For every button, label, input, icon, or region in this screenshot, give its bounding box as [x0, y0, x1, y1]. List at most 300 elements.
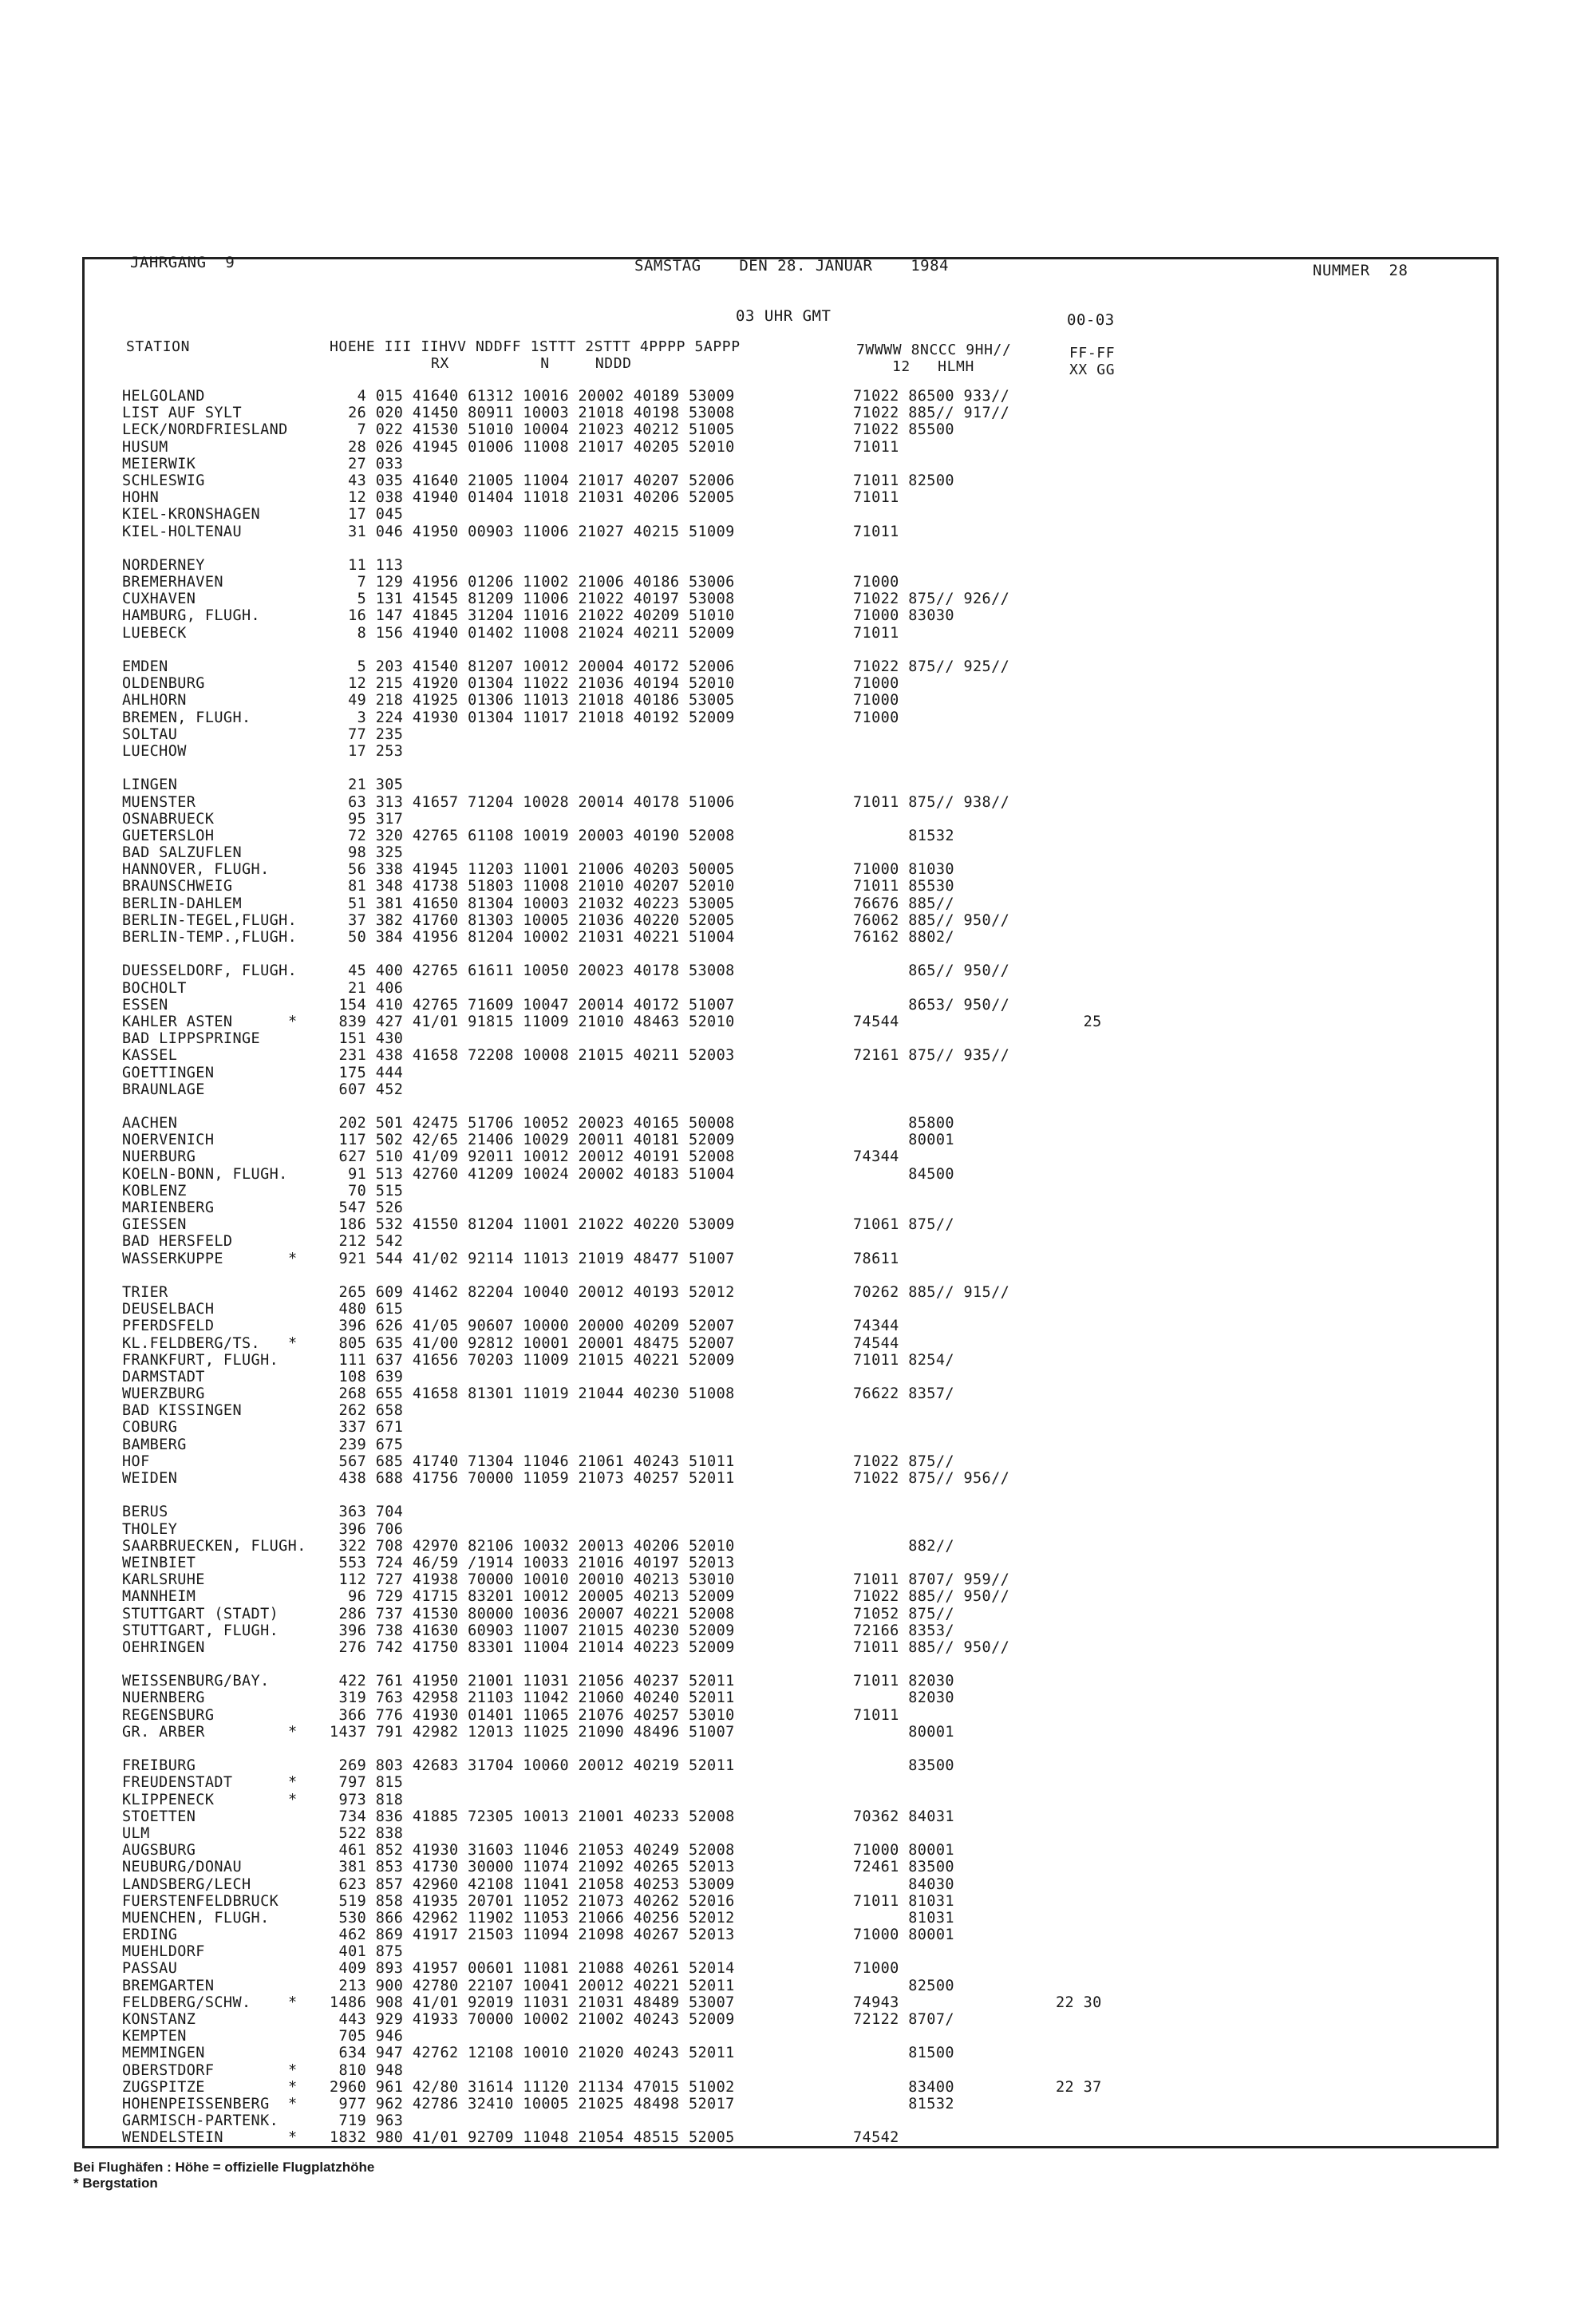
table-row [122, 1707, 1239, 1724]
synop-values: 2960 961 42/80 31614 11120 21134 47015 51002 [330, 2078, 735, 2096]
station-name: COBURG [122, 1419, 178, 1437]
synop-values: 16 147 41845 31204 11016 21022 40209 51010 [330, 607, 735, 625]
table-row [122, 2028, 1239, 2045]
station-name: GARMISCH-PARTENK. [122, 2112, 279, 2130]
table-row [122, 591, 1239, 607]
station-name: BREMGARTEN [122, 1977, 215, 1994]
table-row [122, 1199, 1239, 1216]
table-row [122, 1639, 1239, 1656]
weather-groups: 76622 8357/ [853, 1385, 954, 1403]
table-row [122, 912, 1239, 929]
synop-values: 8 156 41940 01402 11008 21024 40211 52009 [330, 624, 735, 642]
synop-values: 381 853 41730 30000 11074 21092 40265 52013 [330, 1859, 735, 1876]
station-name: GOETTINGEN [122, 1064, 215, 1081]
station-name: BERLIN-TEGEL,FLUGH. [122, 911, 298, 929]
weather-groups: 74542 [853, 2129, 899, 2147]
station-name: ESSEN [122, 996, 168, 1014]
weather-groups: 71000 80001 [853, 1927, 954, 1944]
synop-values: 363 704 [330, 1504, 404, 1521]
table-row [122, 675, 1239, 692]
synop-values: 5 131 41545 81209 11006 21022 40197 53008 [330, 591, 735, 608]
weather-groups: 865// 950// [853, 962, 1010, 980]
table-row [122, 929, 1239, 946]
synop-values: 276 742 41750 83301 11004 21014 40223 52009 [330, 1638, 735, 1656]
weather-groups: 71022 875// 925// [853, 658, 1010, 675]
synop-values: 1832 980 41/01 92709 11048 21054 48515 52005 [330, 2129, 735, 2147]
table-row [122, 1774, 1239, 1791]
mountain-marker: * [288, 1334, 298, 1352]
synop-values: 31 046 41950 00903 11006 21027 40215 51009 [330, 523, 735, 540]
station-name: AHLHORN [122, 692, 187, 709]
table-row [122, 439, 1239, 456]
station-name: PASSAU [122, 1960, 178, 1978]
table-row [122, 1352, 1239, 1369]
synop-values: 112 727 41938 70000 10010 20010 40213 53010 [330, 1571, 735, 1589]
table-row [122, 1081, 1239, 1098]
row-spacer [122, 642, 1239, 658]
synop-values: 175 444 [330, 1064, 404, 1081]
synop-values: 396 626 41/05 90607 10000 20000 40209 52007 [330, 1318, 735, 1335]
weather-groups: 76162 8802/ [853, 929, 954, 946]
synop-values: 269 803 42683 31704 10060 20012 40219 52011 [330, 1757, 735, 1775]
synop-values: 43 035 41640 21005 11004 21017 40207 52006 [330, 472, 735, 489]
table-row [122, 2062, 1239, 2079]
row-spacer [122, 1098, 1239, 1115]
synop-values: 96 729 41715 83201 10012 20005 40213 52009 [330, 1588, 735, 1606]
station-name: DUESSELDORF, FLUGH. [122, 962, 298, 980]
synop-values: 27 033 [330, 455, 404, 472]
station-name: PFERDSFELD [122, 1318, 215, 1335]
weather-groups: 71011 [853, 624, 899, 642]
station-name: BERUS [122, 1504, 168, 1521]
synop-values: 3 224 41930 01304 11017 21018 40192 52009 [330, 709, 735, 726]
weather-groups: 71022 875// [853, 1452, 954, 1470]
weather-groups: 82030 [853, 1690, 954, 1707]
weather-groups: 882// [853, 1537, 954, 1555]
weather-groups: 81532 [853, 2095, 954, 2112]
table-row [122, 811, 1239, 828]
station-name: FELDBERG/SCHW. [122, 1994, 251, 2011]
station-name: HUSUM [122, 438, 168, 456]
mountain-marker: * [288, 2061, 298, 2079]
table-row [122, 524, 1239, 540]
col-station: STATION [126, 338, 191, 355]
observation-time: 03 UHR GMT [736, 307, 832, 325]
station-name: MUENCHEN, FLUGH. [122, 1909, 270, 1927]
synop-values: 286 737 41530 80000 10036 20007 40221 52008 [330, 1605, 735, 1622]
col-ff-sub: XX GG [1069, 362, 1116, 378]
station-name: BREMEN, FLUGH. [122, 709, 251, 726]
table-row [122, 607, 1239, 624]
station-name: TRIER [122, 1283, 168, 1301]
station-name: KASSEL [122, 1047, 178, 1065]
station-name: FRANKFURT, FLUGH. [122, 1351, 279, 1369]
station-name: KL.FELDBERG/TS. [122, 1334, 261, 1352]
weather-groups: 76062 885// 950// [853, 911, 1010, 929]
station-name: KLIPPENECK [122, 1791, 215, 1808]
table-row [122, 1842, 1239, 1859]
synop-values: 462 869 41917 21503 11094 21098 40267 52013 [330, 1927, 735, 1944]
table-row [122, 1437, 1239, 1453]
weather-groups: 71022 86500 933// [853, 388, 1010, 405]
station-name: KOELN-BONN, FLUGH. [122, 1165, 288, 1183]
station-name: FREIBURG [122, 1757, 196, 1775]
weather-groups: 71011 [853, 1706, 899, 1724]
synop-values: 37 382 41760 81303 10005 21036 40220 52005 [330, 911, 735, 929]
synop-values: 973 818 [330, 1791, 404, 1808]
synop-values: 77 235 [330, 725, 404, 743]
station-name: SOLTAU [122, 725, 178, 743]
table-row [122, 472, 1239, 489]
weather-groups: 71011 [853, 489, 899, 507]
col-codes-sub: RX N NDDD [431, 355, 632, 372]
station-name: LIST AUF SYLT [122, 405, 242, 422]
station-name: LUEBECK [122, 624, 187, 642]
col-weather: 7WWWW 8NCCC 9HH// [856, 342, 1012, 358]
weather-groups: 71011 [853, 523, 899, 540]
mountain-marker: * [288, 2095, 298, 2112]
weather-groups: 72461 83500 [853, 1859, 954, 1876]
station-name: WENDELSTEIN [122, 2129, 223, 2147]
table-row [122, 1690, 1239, 1706]
station-name: BERLIN-DAHLEM [122, 895, 242, 912]
synop-values: 839 427 41/01 91815 11009 21010 48463 52010 [330, 1013, 735, 1030]
synop-values: 977 962 42786 32410 10005 21025 48498 52017 [330, 2095, 735, 2112]
mountain-marker: * [288, 1994, 298, 2011]
station-name: MEIERWIK [122, 455, 196, 472]
weather-groups: 71011 8254/ [853, 1351, 954, 1369]
station-name: STOETTEN [122, 1808, 196, 1825]
synop-values: 262 658 [330, 1402, 404, 1420]
weather-groups: 71022 885// 917// [853, 405, 1010, 422]
station-name: MUEHLDORF [122, 1943, 205, 1961]
table-row [122, 574, 1239, 591]
synop-values: 7 022 41530 51010 10004 21023 40212 51005 [330, 421, 735, 439]
weather-groups: 82500 [853, 1977, 954, 1994]
footnote-mountain: * Bergstation [73, 2176, 158, 2191]
synop-values: 17 045 [330, 506, 404, 524]
synop-values: 480 615 [330, 1301, 404, 1318]
table-row [122, 1047, 1239, 1064]
table-row [122, 692, 1239, 709]
weather-groups: 76676 885// [853, 895, 954, 912]
synop-values: 409 893 41957 00601 11081 21088 40261 52014 [330, 1960, 735, 1978]
synop-values: 322 708 42970 82106 10032 20013 40206 52010 [330, 1537, 735, 1555]
weather-groups: 72166 8353/ [853, 1622, 954, 1639]
table-row [122, 1994, 1239, 2011]
synop-values: 623 857 42960 42108 11041 21058 40253 53009 [330, 1875, 735, 1893]
station-name: ZUGSPITZE [122, 2078, 205, 2096]
weather-groups: 8653/ 950// [853, 996, 1010, 1014]
synop-values: 12 038 41940 01404 11018 21031 40206 52005 [330, 489, 735, 507]
table-row [122, 506, 1239, 523]
synop-values: 567 685 41740 71304 11046 21061 40243 51011 [330, 1452, 735, 1470]
synop-values: 56 338 41945 11203 11001 21006 40203 50005 [330, 861, 735, 879]
station-name: BERLIN-TEMP.,FLUGH. [122, 929, 298, 946]
table-row [122, 1978, 1239, 1994]
station-name: BREMERHAVEN [122, 574, 223, 591]
station-name: BRAUNSCHWEIG [122, 878, 233, 895]
weather-groups: 84500 [853, 1165, 954, 1183]
synop-values: 734 836 41885 72305 10013 21001 40233 52008 [330, 1808, 735, 1825]
synop-values: 4 015 41640 61312 10016 20002 40189 53009 [330, 388, 735, 405]
date-label: SAMSTAG DEN 28. JANUAR 1984 [634, 257, 949, 275]
table-row [122, 557, 1239, 574]
weather-groups: 71052 875// [853, 1605, 954, 1622]
weather-groups: 74344 [853, 1318, 899, 1335]
weather-groups: 72122 8707/ [853, 2011, 954, 2028]
table-row [122, 1724, 1239, 1741]
station-name: LECK/NORDFRIESLAND [122, 421, 288, 439]
synop-values: 213 900 42780 22107 10041 20012 40221 52011 [330, 1977, 735, 1994]
synop-values: 396 738 41630 60903 11007 21015 40230 52009 [330, 1622, 735, 1639]
weather-groups: 71000 [853, 1960, 899, 1978]
synop-values: 547 526 [330, 1199, 404, 1216]
table-row [122, 388, 1239, 405]
synop-values: 366 776 41930 01401 11065 21076 40257 53010 [330, 1706, 735, 1724]
weather-groups: 81031 [853, 1909, 954, 1927]
table-row [122, 1335, 1239, 1352]
station-name: NUERNBERG [122, 1690, 205, 1707]
synop-values: 319 763 42958 21103 11042 21060 40240 52011 [330, 1690, 735, 1707]
station-name: KAHLER ASTEN [122, 1013, 233, 1030]
weather-groups: 71011 81031 [853, 1892, 954, 1910]
weather-groups: 71022 875// 956// [853, 1470, 1010, 1487]
station-name: NOERVENICH [122, 1132, 215, 1149]
synop-values: 95 317 [330, 810, 404, 828]
station-name: OSNABRUECK [122, 810, 215, 828]
synop-values: 5 203 41540 81207 10012 20004 40172 52006 [330, 658, 735, 675]
station-name: WUERZBURG [122, 1385, 205, 1403]
row-spacer [122, 1741, 1239, 1757]
jahrgang-label: JAHRGANG 9 [130, 254, 235, 271]
table-row [122, 1369, 1239, 1385]
table-row [122, 2129, 1239, 2146]
station-name: AUGSBURG [122, 1842, 196, 1859]
table-row [122, 2079, 1239, 2096]
col-ff: FF-FF [1069, 345, 1116, 362]
table-row [122, 1555, 1239, 1571]
weather-groups: 71011 [853, 438, 899, 456]
table-row [122, 1825, 1239, 1842]
table-row [122, 1943, 1239, 1960]
station-name: WEINBIET [122, 1554, 196, 1571]
synop-values: 70 515 [330, 1182, 404, 1199]
station-name: HAMBURG, FLUGH. [122, 607, 261, 625]
synop-values: 401 875 [330, 1943, 404, 1961]
synop-values: 63 313 41657 71204 10028 20014 40178 51006 [330, 793, 735, 811]
table-row [122, 421, 1239, 438]
synop-values: 151 430 [330, 1030, 404, 1048]
weather-groups: 71022 885// 950// [853, 1588, 1010, 1606]
table-row [122, 878, 1239, 895]
station-name: NEUBURG/DONAU [122, 1859, 242, 1876]
table-row [122, 1859, 1239, 1875]
synop-values: 530 866 42962 11902 11053 21066 40256 52012 [330, 1909, 735, 1927]
weather-groups: 71011 885// 950// [853, 1638, 1010, 1656]
station-name: SCHLESWIG [122, 472, 205, 489]
station-name: BAD HERSFELD [122, 1233, 233, 1251]
weather-groups: 72161 875// 935// [853, 1047, 1010, 1065]
station-name: OBERSTDORF [122, 2061, 215, 2079]
table-row [122, 794, 1239, 811]
period-label: 00-03 [1067, 311, 1115, 329]
mountain-marker: * [288, 1791, 298, 1808]
station-name: LANDSBERG/LECH [122, 1875, 251, 1893]
table-row [122, 2112, 1239, 2129]
weather-groups: 71000 [853, 574, 899, 591]
station-name: HOF [122, 1452, 150, 1470]
table-row [122, 726, 1239, 743]
synop-values: 268 655 41658 81301 11019 21044 40230 51008 [330, 1385, 735, 1403]
synop-values: 1437 791 42982 12013 11025 21090 48496 51007 [330, 1723, 735, 1741]
weather-groups: 80001 [853, 1723, 954, 1741]
weather-groups: 74544 [853, 1013, 899, 1030]
weather-groups: 71022 85500 [853, 421, 954, 439]
synop-values: 607 452 [330, 1081, 404, 1098]
synop-values: 50 384 41956 81204 10002 21031 40221 51004 [330, 929, 735, 946]
table-row [122, 1065, 1239, 1081]
synop-values: 108 639 [330, 1368, 404, 1385]
station-name: DEUSELBACH [122, 1301, 215, 1318]
weather-groups: 78611 [853, 1250, 899, 1267]
station-name: KIEL-HOLTENAU [122, 523, 242, 540]
station-name: KONSTANZ [122, 2011, 196, 2028]
weather-groups: 71000 [853, 709, 899, 726]
station-name: WEISSENBURG/BAY. [122, 1673, 270, 1690]
table-row [122, 1166, 1239, 1183]
table-row [122, 1757, 1239, 1774]
station-name: KOBLENZ [122, 1182, 187, 1199]
station-name: MARIENBERG [122, 1199, 215, 1216]
station-name: LINGEN [122, 777, 178, 794]
table-row [122, 1132, 1239, 1148]
weather-groups: 84030 [853, 1875, 954, 1893]
row-spacer [122, 1267, 1239, 1284]
weather-groups: 71000 83030 [853, 607, 954, 625]
table-row [122, 997, 1239, 1014]
synop-values: 111 637 41656 70203 11009 21015 40221 52009 [330, 1351, 735, 1369]
synop-values: 26 020 41450 80911 10003 21018 40198 53008 [330, 405, 735, 422]
weather-groups: 71011 82030 [853, 1673, 954, 1690]
station-name: GIESSEN [122, 1216, 187, 1234]
table-row [122, 625, 1239, 642]
synop-values: 117 502 42/65 21406 10029 20011 40181 52009 [330, 1132, 735, 1149]
station-name: HOHENPEISSENBERG [122, 2095, 270, 2112]
synop-values: 51 381 41650 81304 10003 21032 40223 53005 [330, 895, 735, 912]
synop-values: 186 532 41550 81204 11001 21022 40220 53009 [330, 1216, 735, 1234]
synop-values: 797 815 [330, 1774, 404, 1792]
station-name: WASSERKUPPE [122, 1250, 223, 1267]
weather-groups: 81500 [853, 2045, 954, 2062]
station-name: THOLEY [122, 1520, 178, 1538]
weather-groups: 70262 885// 915// [853, 1283, 1010, 1301]
table-row [122, 1910, 1239, 1927]
footnote-airports: Bei Flughäfen : Höhe = offizielle Flugplatzhöhe [73, 2160, 375, 2175]
mountain-marker: * [288, 2129, 298, 2147]
table-row [122, 1115, 1239, 1132]
table-row [122, 489, 1239, 506]
table-row [122, 1927, 1239, 1943]
table-row [122, 1318, 1239, 1334]
table-row [122, 1251, 1239, 1267]
table-row [122, 1673, 1239, 1690]
table-row [122, 828, 1239, 844]
station-name: BAD KISSINGEN [122, 1402, 242, 1420]
table-row [122, 1148, 1239, 1165]
synop-values: 396 706 [330, 1520, 404, 1538]
row-spacer [122, 946, 1239, 962]
table-row [122, 1233, 1239, 1250]
synop-values: 154 410 42765 71609 10047 20014 40172 51007 [330, 996, 735, 1014]
synop-values: 7 129 41956 01206 11002 21006 40186 53006 [330, 574, 735, 591]
weather-groups: 74344 [853, 1148, 899, 1166]
gust-values: 25 [1056, 1013, 1102, 1030]
table-row [122, 1538, 1239, 1555]
synop-values: 461 852 41930 31603 11046 21053 40249 52008 [330, 1842, 735, 1859]
table-row [122, 861, 1239, 878]
station-name: EMDEN [122, 658, 168, 675]
station-name: HELGOLAND [122, 388, 205, 405]
table-row [122, 1808, 1239, 1825]
table-row [122, 1030, 1239, 1047]
station-name: WEIDEN [122, 1470, 178, 1487]
weather-groups: 80001 [853, 1132, 954, 1149]
table-row [122, 1521, 1239, 1538]
station-name: KIEL-KRONSHAGEN [122, 506, 261, 524]
station-name: MANNHEIM [122, 1588, 196, 1606]
weather-groups: 74544 [853, 1334, 899, 1352]
weather-groups: 71000 [853, 675, 899, 693]
table-row [122, 1301, 1239, 1318]
table-row [122, 1216, 1239, 1233]
station-name: ERDING [122, 1927, 178, 1944]
synop-values: 719 963 [330, 2112, 404, 2130]
synop-values: 91 513 42760 41209 10024 20002 40183 51004 [330, 1165, 735, 1183]
table-row [122, 1622, 1239, 1639]
synop-values: 98 325 [330, 844, 404, 862]
weather-groups: 71011 82500 [853, 472, 954, 489]
station-name: STUTTGART (STADT) [122, 1605, 279, 1622]
station-table [122, 388, 1239, 2147]
station-name: SAARBRUECKEN, FLUGH. [122, 1537, 306, 1555]
col-weather-sub: 12 HLMH [892, 358, 974, 375]
station-name: FUERSTENFELDBRUCK [122, 1892, 279, 1910]
weather-groups: 71022 875// 926// [853, 591, 1010, 608]
table-row [122, 1402, 1239, 1419]
weather-groups: 71011 85530 [853, 878, 954, 895]
station-name: BAMBERG [122, 1436, 187, 1453]
synop-values: 438 688 41756 70000 11059 21073 40257 52011 [330, 1470, 735, 1487]
station-name: STUTTGART, FLUGH. [122, 1622, 279, 1639]
station-name: BAD SALZUFLEN [122, 844, 242, 862]
station-name: HOHN [122, 489, 160, 507]
row-spacer [122, 540, 1239, 557]
weather-groups: 74943 [853, 1994, 899, 2011]
mountain-marker: * [288, 1723, 298, 1741]
row-spacer [122, 760, 1239, 777]
station-name: REGENSBURG [122, 1706, 215, 1724]
gust-values: 22 37 [1056, 2078, 1102, 2096]
station-name: KEMPTEN [122, 2028, 187, 2045]
station-name: BRAUNLAGE [122, 1081, 205, 1098]
synop-values: 21 305 [330, 777, 404, 794]
synop-values: 627 510 41/09 92011 10012 20012 40191 52008 [330, 1148, 735, 1166]
table-row [122, 2011, 1239, 2028]
station-name: HANNOVER, FLUGH. [122, 861, 270, 879]
table-row [122, 777, 1239, 793]
station-name: DARMSTADT [122, 1368, 205, 1385]
